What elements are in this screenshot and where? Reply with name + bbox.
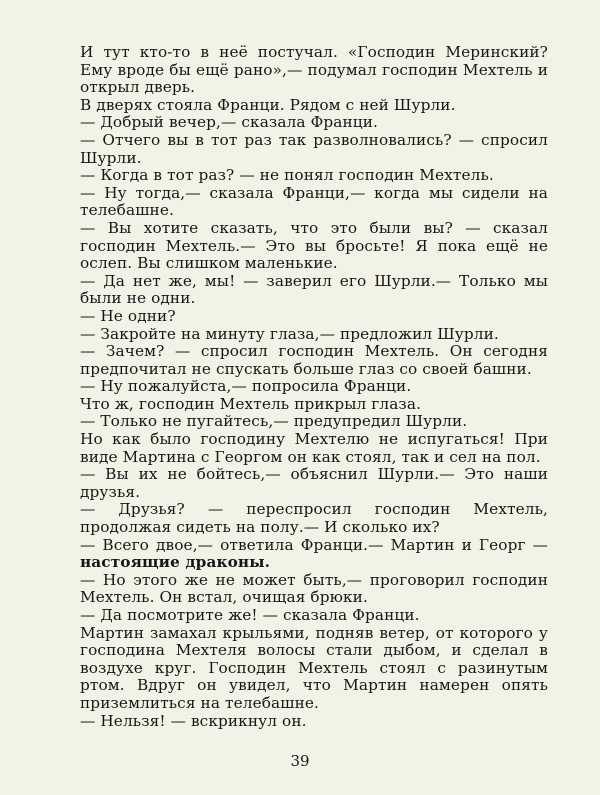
paragraph: — Вы хотите сказать, что это были вы? — сказал господин Мехтель.— Это вы бросьте! Я пока ещё не ослеп. Вы слишком маленькие. (80, 218, 548, 273)
paragraph: — Только не пугайтесь,— предупредил Шурли. (80, 412, 468, 431)
bold-phrase: настоящие драконы. (80, 553, 271, 572)
paragraph: — Да нет же, мы! — заверил его Шурли.— Только мы были не одни. (80, 271, 548, 308)
paragraph-with-bold (80, 537, 548, 572)
paragraph: — Зачем? — спросил господин Мехтель. Он сегодня предпочитал не спускать больше глаз со своей башни. (80, 342, 548, 378)
paragraph: — Отчего вы в тот раз так разволновались? — спросил Шурли. (80, 130, 548, 167)
body-text (80, 44, 548, 730)
paragraph: — Добрый вечер,— сказала Франци. (80, 113, 378, 132)
page-number: 39 (290, 752, 310, 770)
paragraph: — Не одни? (80, 306, 176, 325)
paragraph: — Ну тогда,— сказала Франци,— когда мы сидели на телебашне. (80, 183, 548, 220)
paragraph: — Да посмотрите же! — сказала Франци. (80, 606, 420, 624)
paragraph: В дверях стояла Франци. Рядом с ней Шурли. (80, 95, 456, 114)
paragraph: — Друзья? — переспросил господин Мехтель, продолжая сидеть на полу.— И сколько их? (80, 500, 548, 537)
bold-lead-text: — Всего двое,— ответила Франци.— Мартин и Георг — (80, 535, 548, 554)
paragraph: Мартин замахал крыльями, подняв ветер, от которого у господина Мехтеля волосы стали дыбом, и сделал в воздухе круг. Господин Мехтель стоял с разинутым ртом. Вдруг он увидел, что Мартин намерен опять приземлиться на телебашне. (80, 623, 548, 712)
paragraph: — Вы их не бойтесь,— объяснил Шурли.— Это наши друзья. (80, 465, 548, 501)
paragraph: — Закройте на минуту глаза,— предложил Шурли. (80, 324, 499, 343)
paragraph: — Когда в тот раз? — не понял господин Мехтель. (80, 166, 494, 185)
paragraph: — Ну пожалуйста,— попросила Франци. (80, 377, 412, 396)
paragraph: И тут кто-то в неё постучал. «Господин Меринский? Ему вроде бы ещё рано»,— подумал господин Мехтель и открыл дверь. (80, 43, 548, 97)
paragraph: Но как было господину Мехтелю не испугаться! При виде Мартина с Георгом он как стоял, так и сел на пол. (80, 430, 548, 466)
paragraph: — Нельзя! — вскрикнул он. (80, 711, 307, 730)
paragraph: — Но этого же не может быть,— проговорил господин Мехтель. Он встал, очищая брюки. (80, 570, 548, 607)
paragraph: Что ж, господин Мехтель прикрыл глаза. (80, 394, 422, 413)
